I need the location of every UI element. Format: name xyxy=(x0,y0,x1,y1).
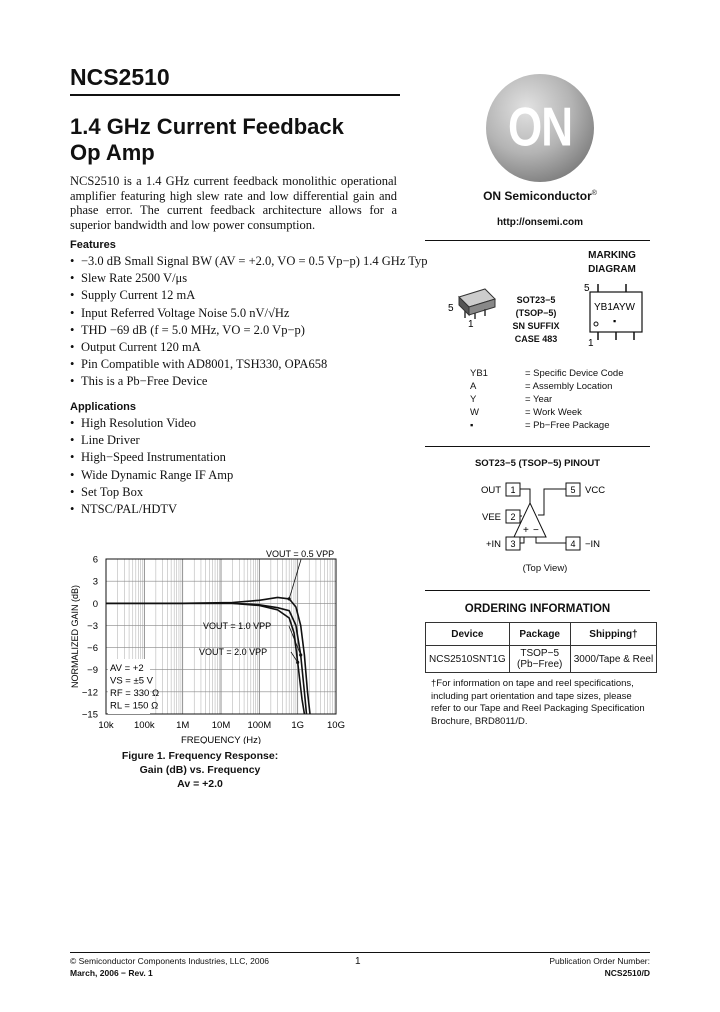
feature-item: • This is a Pb−Free Device xyxy=(70,373,428,390)
pinout-caption: (Top View) xyxy=(522,563,568,574)
y-tick-label: −6 xyxy=(87,643,98,655)
pin-label: +IN xyxy=(485,539,501,550)
marking-title-line1: MARKING xyxy=(588,250,636,261)
feature-item: • THD −69 dB (f = 5.0 MHz, VO = 2.0 Vp−p) xyxy=(70,322,428,339)
condition-text: RL = 150 Ω xyxy=(110,700,159,712)
part-number: NCS2510 xyxy=(70,64,170,90)
annotation-label: VOUT = 1.0 VPP xyxy=(203,621,272,631)
figure-caption xyxy=(70,749,330,791)
website-link[interactable]: http://onsemi.com xyxy=(496,217,584,228)
pin-label: VEE xyxy=(481,512,501,523)
y-tick-label: −3 xyxy=(87,620,98,632)
revision-date: March, 2006 − Rev. 1 xyxy=(70,968,153,978)
x-tick-label: 10k xyxy=(98,720,114,731)
feature-item: • Slew Rate 2500 V/μs xyxy=(70,270,428,287)
condition-text: VS = ±5 V xyxy=(110,675,153,687)
ordering-title: ORDERING INFORMATION xyxy=(464,603,611,615)
pinout-title: SOT23−5 (TSOP−5) PINOUT xyxy=(474,458,601,469)
feature-item: • −3.0 dB Small Signal BW (AV = +2.0, VO = 0.5 Vp−p) 1.4 GHz Typ xyxy=(70,253,428,270)
marking-code: YB1AYW xyxy=(594,302,635,313)
marking-title-line2: DIAGRAM xyxy=(588,264,636,275)
right-rule-2 xyxy=(425,446,650,447)
document-title xyxy=(70,114,410,166)
application-item: • Set Top Box xyxy=(70,484,233,501)
application-item: • Line Driver xyxy=(70,432,233,449)
pin-number: 2 xyxy=(510,512,516,522)
package-cell-line: TSOP−5 xyxy=(520,648,560,659)
y-axis-label: NORMALIZED GAIN (dB) xyxy=(70,584,80,689)
legend-key: YB1 xyxy=(470,368,488,379)
marking-diagram-title xyxy=(572,249,652,277)
minus-input-sign: − xyxy=(533,525,539,536)
legend-value: = Work Week xyxy=(525,407,582,418)
ordering-table xyxy=(425,622,657,673)
pin-number: 3 xyxy=(510,539,516,549)
feature-item: • Supply Current 12 mA xyxy=(70,287,428,304)
applications-heading: Applications xyxy=(70,401,137,413)
package-cell-line: (Pb−Free) xyxy=(517,659,563,670)
annotation-arrowhead xyxy=(288,597,291,600)
application-item: • High Resolution Video xyxy=(70,415,233,432)
intro-paragraph: NCS2510 is a 1.4 GHz current feedback monolithic operational amplifier featuring high slew rate and low differential gain and phase error. The current feedback architecture allows for a superior bandwidth and low power consumption. xyxy=(70,174,397,232)
package-cell xyxy=(509,646,570,673)
application-item: • Wide Dynamic Range IF Amp xyxy=(70,467,233,484)
annotation-arrowhead xyxy=(296,661,299,664)
features-heading: Features xyxy=(70,239,116,251)
application-item: • High−Speed Instrumentation xyxy=(70,449,233,466)
company-name xyxy=(470,189,610,203)
package-line: SN SUFFIX xyxy=(512,321,560,331)
device-cell: NCS2510SNT1G xyxy=(426,646,510,673)
title-line-2: Op Amp xyxy=(70,140,155,165)
page-number: 1 xyxy=(355,956,361,967)
company-text: ON Semiconductor xyxy=(483,189,592,203)
ordering-footnote: †For information on tape and reel specifications, including part orientation and tape sizes, please refer to our Tape and Reel Packaging Specification Brochure, BRD8011/D. xyxy=(431,678,645,727)
feature-item: • Input Referred Voltage Noise 5.0 nV/√Hz xyxy=(70,305,428,322)
x-tick-label: 10G xyxy=(327,720,345,731)
pin-label: OUT xyxy=(480,485,501,496)
legend-key: Y xyxy=(470,394,477,405)
col-header: Device xyxy=(426,623,510,646)
y-tick-label: −12 xyxy=(81,687,98,699)
package-description xyxy=(500,294,572,346)
package-line: SOT23−5 xyxy=(516,295,556,305)
pb-free-dot: ▪ xyxy=(613,316,617,326)
feature-item: • Pin Compatible with AD8001, TSH330, OPA658 xyxy=(70,356,428,373)
annotation-label: VOUT = 2.0 VPP xyxy=(199,647,268,657)
shipping-cell: 3000/Tape & Reel xyxy=(570,646,657,673)
annotation-arrow xyxy=(289,560,301,599)
pkg-pin5-label: 5 xyxy=(448,303,454,314)
legend-value: = Pb−Free Package xyxy=(525,420,610,431)
marking-pin1: 1 xyxy=(588,338,594,348)
marking-diagram xyxy=(580,280,655,348)
publication-label: Publication Order Number: xyxy=(549,956,650,966)
registered-mark: ® xyxy=(591,190,597,197)
caption-line: Gain (dB) vs. Frequency xyxy=(139,764,261,776)
x-tick-label: 10M xyxy=(211,720,231,731)
y-tick-label: −9 xyxy=(87,665,98,677)
legend-key: W xyxy=(470,407,479,418)
publication-number: NCS2510/D xyxy=(604,968,650,978)
caption-line: Figure 1. Frequency Response: xyxy=(121,750,279,762)
annotation-label: VOUT = 0.5 VPP xyxy=(266,549,335,559)
pin-number: 5 xyxy=(570,485,576,495)
x-tick-label: 1G xyxy=(291,720,305,731)
x-tick-label: 100M xyxy=(247,720,272,731)
table-row xyxy=(426,646,657,673)
applications-list xyxy=(70,415,233,518)
y-tick-label: −15 xyxy=(81,709,98,721)
y-tick-label: 0 xyxy=(92,598,98,610)
caption-line: Av = +2.0 xyxy=(177,778,223,790)
on-semi-logo xyxy=(486,74,594,182)
col-header: Package xyxy=(509,623,570,646)
package-line: CASE 483 xyxy=(514,334,558,344)
y-tick-label: 3 xyxy=(92,576,98,588)
copyright: © Semiconductor Components Industries, LLC, 2006 xyxy=(70,956,270,966)
annotation-arrowhead xyxy=(299,653,302,656)
marking-pin5: 5 xyxy=(584,283,590,294)
title-line-1: 1.4 GHz Current Feedback xyxy=(70,114,344,139)
pinout-diagram xyxy=(470,475,620,565)
right-rule-1 xyxy=(425,240,650,241)
condition-text: AV = +2 xyxy=(110,663,144,674)
legend-value: = Year xyxy=(525,394,553,405)
pin-number: 1 xyxy=(510,485,516,495)
pin-label: VCC xyxy=(585,485,606,496)
col-header: Shipping† xyxy=(570,623,657,646)
frequency-response-chart xyxy=(66,544,356,744)
header-rule xyxy=(70,94,400,96)
plus-input-sign: + xyxy=(523,525,529,536)
x-tick-label: 100k xyxy=(134,720,155,731)
table-header-row xyxy=(426,623,657,646)
pin-label: −IN xyxy=(585,539,601,550)
legend-value: = Specific Device Code xyxy=(525,368,624,379)
pkg-pin1-label: 1 xyxy=(468,319,474,330)
logo-text: ON xyxy=(508,96,572,158)
x-tick-label: 1M xyxy=(176,720,190,731)
footer-rule xyxy=(70,952,650,953)
legend-value: = Assembly Location xyxy=(525,381,613,392)
x-axis-label: FREQUENCY (Hz) xyxy=(180,735,262,744)
y-tick-label: 6 xyxy=(92,554,98,566)
condition-text: RF = 330 Ω xyxy=(110,688,160,699)
features-list xyxy=(70,253,428,391)
application-item: • NTSC/PAL/HDTV xyxy=(70,501,233,518)
pin-number: 4 xyxy=(570,539,576,549)
package-line: (TSOP−5) xyxy=(515,308,557,318)
right-rule-3 xyxy=(425,590,650,591)
legend-key: ▪ xyxy=(470,420,474,431)
package-illustration xyxy=(445,285,505,330)
feature-item: • Output Current 120 mA xyxy=(70,339,428,356)
legend-key: A xyxy=(470,381,477,392)
